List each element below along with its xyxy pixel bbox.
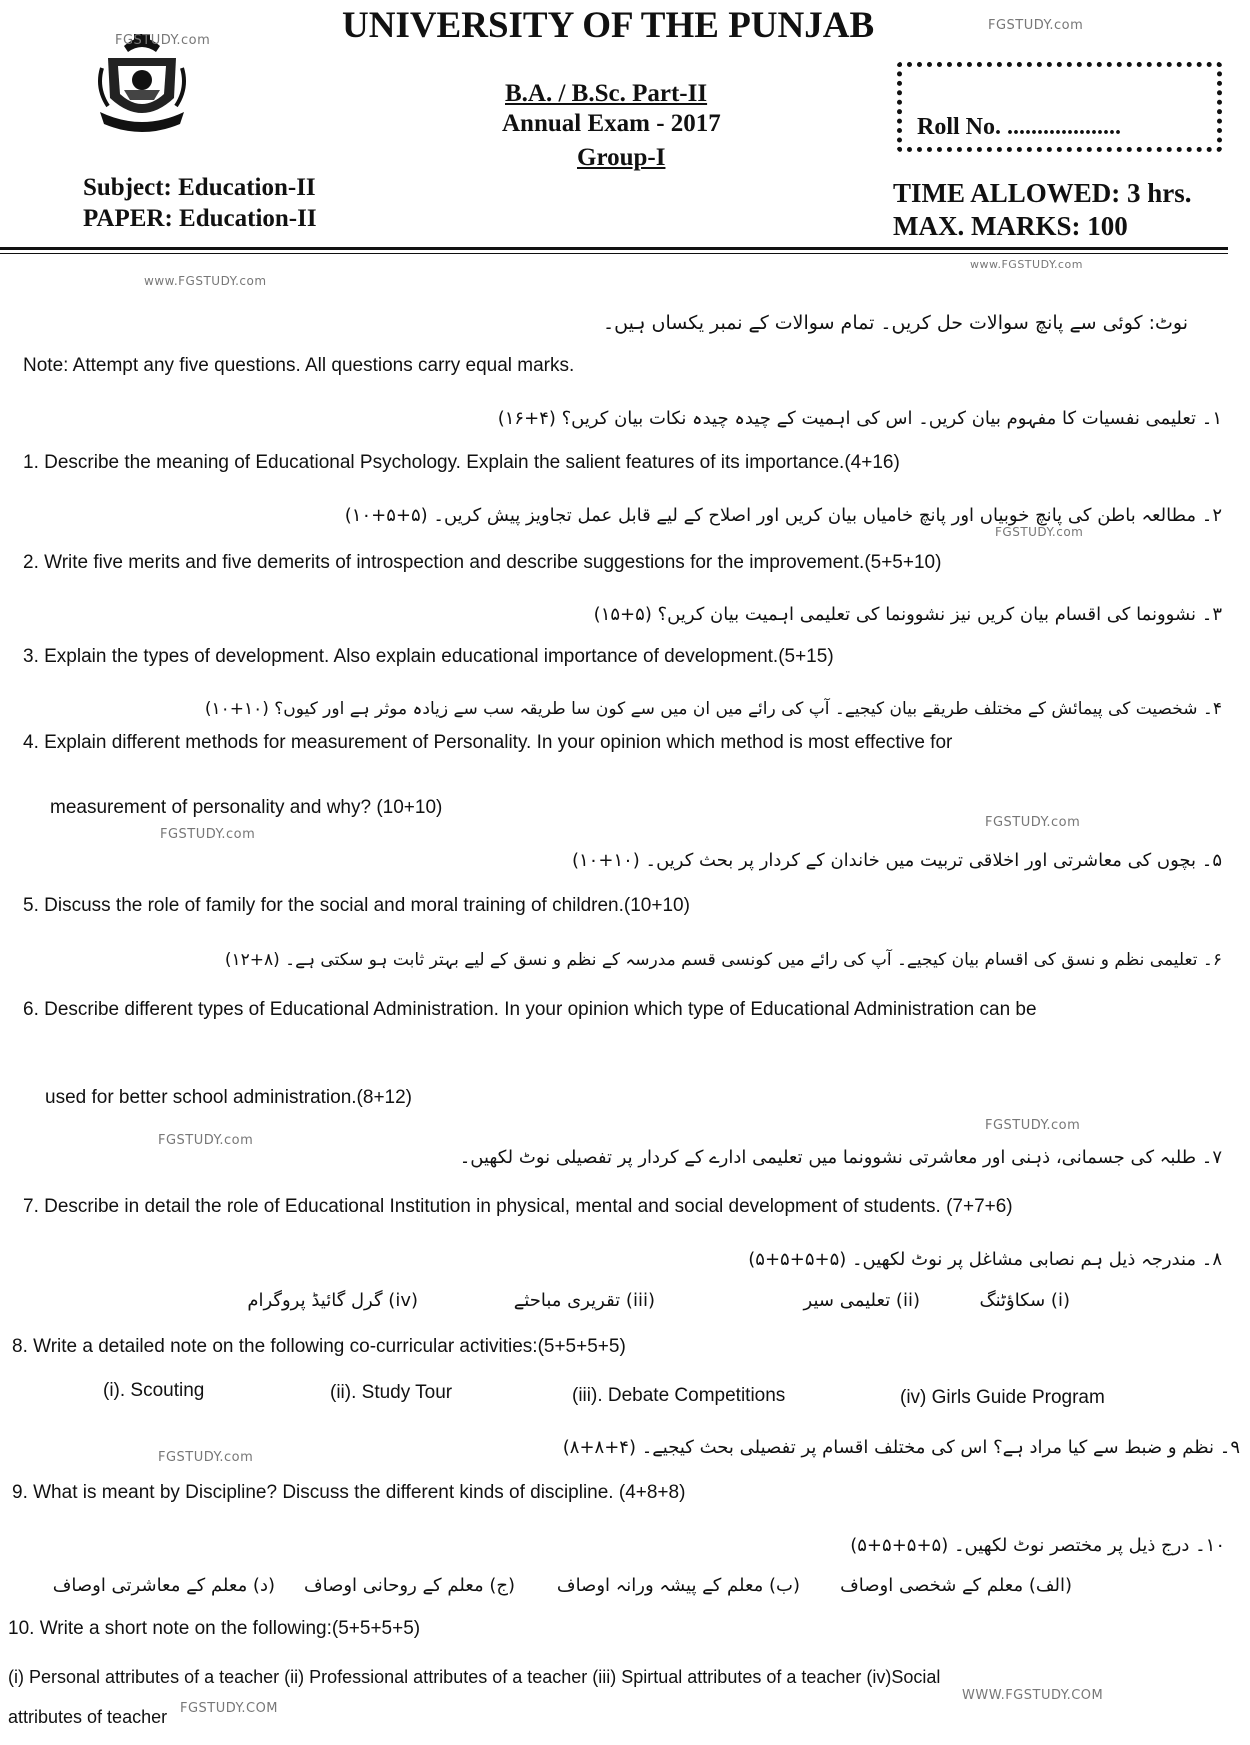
question-10-options-line-2: attributes of teacher [8, 1707, 168, 1727]
watermark: FGSTUDY.com [115, 33, 211, 48]
question-8-urdu-option-iii: (iii) تقریری مباحثے [513, 1290, 655, 1311]
time-allowed: TIME ALLOWED: 3 hrs. [893, 178, 1192, 208]
question-2: 2. Write five merits and five demerits of introspection and describe suggestions for the improvement.(5+5+10) [23, 552, 942, 573]
question-8: 8. Write a detailed note on the following co-curricular activities:(5+5+5+5) [12, 1336, 626, 1357]
watermark: FGSTUDY.com [158, 1133, 254, 1148]
watermark: FGSTUDY.com [985, 1118, 1081, 1133]
question-9: 9. What is meant by Discipline? Discuss the different kinds of discipline. (4+8+8) [12, 1482, 686, 1503]
program-title: B.A. / B.Sc. Part-II [505, 80, 708, 107]
question-2-urdu: ۲۔ مطالعہ باطن کی پانچ خوبیاں اور پانچ خامیاں بیان کریں اور اصلاح کے لیے قابل عمل تجاویز پیش کریں۔ (۵+۵+۱۰) [344, 505, 1222, 526]
question-6-line-1: 6. Describe different types of Educational Administration. In your opinion which type of Educational Administration can be [23, 999, 1037, 1020]
watermark: FGSTUDY.com [160, 827, 256, 842]
question-10-urdu-option-c: (ج) معلم کے روحانی اوصاف [303, 1575, 515, 1596]
watermark: FGSTUDY.COM [180, 1701, 279, 1716]
question-10: 10. Write a short note on the following:(5+5+5+5) [8, 1618, 421, 1639]
question-10-urdu: ۱۰۔ درج ذیل پر مختصر نوٹ لکھیں۔ (۵+۵+۵+۵) [850, 1535, 1225, 1556]
header-divider-bottom [0, 253, 1228, 254]
question-10-urdu-option-d: (د) معلم کے معاشرتی اوصاف [52, 1575, 275, 1596]
question-8-urdu-option-ii: (ii) تعلیمی سیر [803, 1290, 920, 1311]
watermark: FGSTUDY.com [988, 18, 1084, 33]
roll-number-field[interactable]: Roll No. ................... [917, 114, 1121, 140]
watermark: FGSTUDY.com [985, 815, 1081, 830]
paper-label: PAPER: Education-II [83, 205, 317, 232]
question-10-urdu-option-b: (ب) معلم کے پیشہ ورانہ اوصاف [556, 1575, 800, 1596]
note-urdu: نوٹ: کوئی سے پانچ سوالات حل کریں۔ تمام سوالات کے نمبر یکساں ہیں۔ [603, 312, 1188, 334]
question-5-urdu: ۵۔ بچوں کی معاشرتی اور اخلاقی تربیت میں خاندان کے کردار پر بحث کریں۔ (۱۰+۱۰) [571, 850, 1222, 871]
note-english: Note: Attempt any five questions. All questions carry equal marks. [23, 355, 575, 376]
watermark: www.FGSTUDY.com [970, 258, 1083, 271]
question-3-urdu: ۳۔ نشوونما کی اقسام بیان کریں نیز نشوونما کی تعلیمی اہمیت بیان کریں؟ (۵+۱۵) [593, 604, 1222, 625]
question-9-urdu: ۹۔ نظم و ضبط سے کیا مراد ہے؟ اس کی مختلف اقسام پر تفصیلی بحث کیجیے۔ (۴+۸+۸) [562, 1437, 1240, 1458]
question-4-line-1: 4. Explain different methods for measurement of Personality. In your opinion which method is most effective for [23, 732, 953, 753]
question-8-urdu: ۸۔ مندرجہ ذیل ہم نصابی مشاغل پر نوٹ لکھیں۔ (۵+۵+۵+۵) [748, 1249, 1222, 1270]
question-8-urdu-option-iv: (iv) گرل گائیڈ پروگرام [247, 1290, 418, 1311]
university-title: UNIVERSITY OF THE PUNJAB [342, 5, 875, 46]
question-10-options-line-1: (i) Personal attributes of a teacher (ii) Professional attributes of a teacher (iii) Spirtual attributes of a teacher (iv)Social [8, 1667, 941, 1687]
question-1-urdu: ۱۔ تعلیمی نفسیات کا مفہوم بیان کریں۔ اس کی اہمیت کے چیدہ چیدہ نکات بیان کریں؟ (۴+۱۶) [497, 408, 1222, 429]
watermark: FGSTUDY.com [995, 525, 1084, 539]
subject-label: Subject: Education-II [83, 174, 316, 201]
group-title: Group-I [577, 144, 666, 171]
question-7-urdu: ۷۔ طلبہ کی جسمانی، ذہنی اور معاشرتی نشوونما میں تعلیمی ادارے کے کردار پر تفصیلی نوٹ لکھیں۔ [459, 1147, 1222, 1168]
question-4-line-2: measurement of personality and why? (10+10) [50, 797, 443, 818]
question-8-option-iii: (iii). Debate Competitions [572, 1385, 786, 1406]
max-marks: MAX. MARKS: 100 [893, 211, 1128, 241]
question-8-option-ii: (ii). Study Tour [330, 1382, 453, 1403]
question-6-urdu: ۶۔ تعلیمی نظم و نسق کی اقسام بیان کیجیے۔ آپ کی رائے میں کونسی قسم مدرسہ کے نظم و نسق کے لیے بہتر ثابت ہو سکتی ہے۔ (۸+۱۲) [224, 950, 1222, 970]
question-6-line-2: used for better school administration.(8+12) [45, 1087, 413, 1108]
exam-title: Annual Exam - 2017 [502, 110, 721, 137]
question-10-urdu-option-a: (الف) معلم کے شخصی اوصاف [840, 1575, 1072, 1596]
question-8-urdu-option-i: (i) سکاؤٹنگ [979, 1290, 1070, 1311]
question-1: 1. Describe the meaning of Educational Psychology. Explain the salient features of its importance.(4+16) [23, 452, 900, 473]
question-7: 7. Describe in detail the role of Educational Institution in physical, mental and social development of students. (7+7+6) [23, 1196, 1013, 1217]
header-divider-top [0, 247, 1228, 250]
question-4-urdu: ۴۔ شخصیت کی پیمائش کے مختلف طریقے بیان کیجیے۔ آپ کی رائے میں ان میں سے کون سا طریقہ سب سے زیادہ موثر ہے اور کیوں؟ (۱۰+۱۰) [204, 699, 1222, 719]
question-8-option-i: (i). Scouting [103, 1380, 205, 1401]
question-5: 5. Discuss the role of family for the social and moral training of children.(10+10) [23, 895, 690, 916]
watermark: WWW.FGSTUDY.COM [962, 1688, 1104, 1703]
watermark: www.FGSTUDY.com [144, 274, 267, 288]
question-8-option-iv: (iv) Girls Guide Program [900, 1387, 1105, 1408]
question-3: 3. Explain the types of development. Also explain educational importance of development.(5+15) [23, 646, 834, 667]
watermark: FGSTUDY.com [158, 1450, 254, 1465]
